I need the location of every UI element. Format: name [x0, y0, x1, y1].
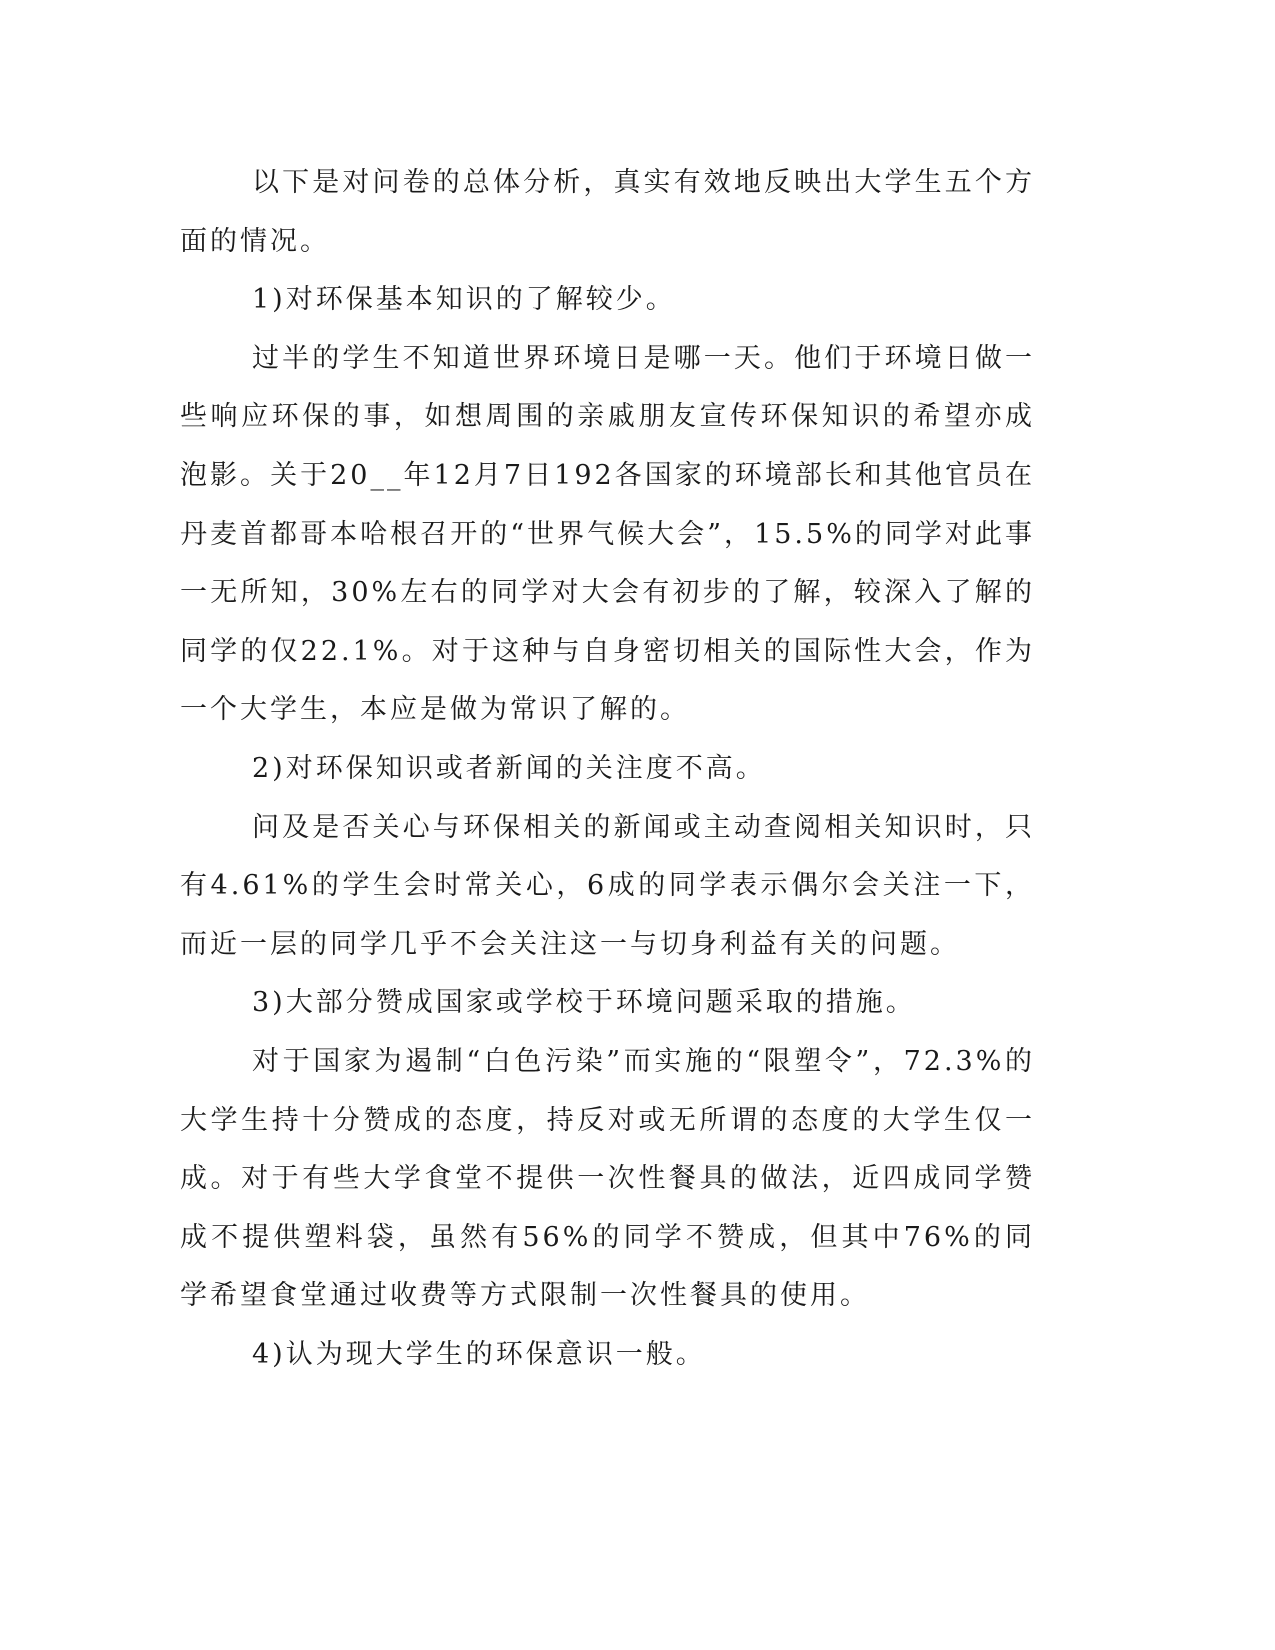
document-body — [180, 154, 1035, 1384]
paragraph-point-2: 问及是否关心与环保相关的新闻或主动查阅相关知识时，只有4.61%的学生会时常关心，6成的同学表示偶尔会关注一下，而近一层的同学几乎不会关注这一与切身利益有关的问题。 — [180, 811, 1035, 960]
heading-point-1: 1)对环保基本知识的了解较少。 — [252, 284, 676, 316]
paragraph-point-3: 对于国家为遏制“白色污染”而实施的“限塑令”，72.3%的大学生持十分赞成的态度，持反对或无所谓的态度的大学生仅一成。对于有些大学食堂不提供一次性餐具的做法，近四成同学赞成不提供塑料袋，虽然有56%的同学不赞成，但其中76%的同学希望食堂通过收费等方式限制一次性餐具的使用。 — [180, 1045, 1035, 1312]
paragraph-point-1: 过半的学生不知道世界环境日是哪一天。他们于环境日做一些响应环保的事，如想周围的亲戚朋友宣传环保知识的希望亦成泡影。关于20__年12月7日192各国家的环境部长和其他官员在丹麦首都哥本哈根召开的“世界气候大会”，15.5%的同学对此事一无所知，30%左右的同学对大会有初步的了解，较深入了解的同学的仅22.1%。对于这种与自身密切相关的国际性大会，作为一个大学生，本应是做为常识了解的。 — [180, 342, 1035, 726]
paragraph-intro: 以下是对问卷的总体分析，真实有效地反映出大学生五个方面的情况。 — [180, 167, 1035, 257]
heading-point-3: 3)大部分赞成国家或学校于环境问题采取的措施。 — [252, 987, 916, 1019]
heading-point-4: 4)认为现大学生的环保意识一般。 — [252, 1338, 706, 1370]
heading-point-2: 2)对环保知识或者新闻的关注度不高。 — [252, 752, 766, 784]
